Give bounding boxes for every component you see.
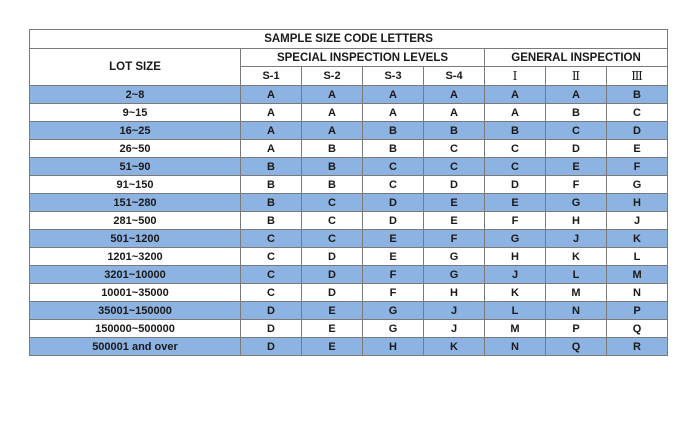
lot-size-cell: 1201~3200 — [30, 248, 241, 266]
code-letter-cell: M — [546, 284, 607, 302]
code-letter-cell: D — [302, 248, 363, 266]
code-letter-cell: L — [546, 266, 607, 284]
code-letter-cell: C — [607, 104, 668, 122]
code-letter-cell: G — [363, 302, 424, 320]
lot-size-header: LOT SIZE — [30, 49, 241, 86]
code-letter-cell: D — [546, 140, 607, 158]
code-letter-cell: K — [424, 338, 485, 356]
code-letter-cell: C — [241, 266, 302, 284]
table-row — [30, 284, 668, 302]
code-letter-cell: J — [546, 230, 607, 248]
lot-size-cell: 10001~35000 — [30, 284, 241, 302]
table-row — [30, 230, 668, 248]
code-letter-cell: E — [424, 194, 485, 212]
level-s3-header: S-3 — [363, 67, 424, 86]
code-letter-cell: D — [424, 176, 485, 194]
code-letter-cell: C — [363, 158, 424, 176]
code-letter-cell: B — [485, 122, 546, 140]
code-letter-cell: C — [485, 140, 546, 158]
table-row — [30, 86, 668, 104]
special-inspection-header: SPECIAL INSPECTION LEVELS — [241, 49, 485, 67]
table-title: SAMPLE SIZE CODE LETTERS — [30, 30, 668, 49]
table-row — [30, 194, 668, 212]
table-row — [30, 302, 668, 320]
lot-size-cell: 501~1200 — [30, 230, 241, 248]
code-letter-cell: D — [241, 338, 302, 356]
code-letter-cell: F — [607, 158, 668, 176]
table-row — [30, 320, 668, 338]
level-ii-header: Ⅱ — [546, 67, 607, 86]
code-letter-cell: D — [607, 122, 668, 140]
code-letter-cell: D — [302, 284, 363, 302]
table-row — [30, 104, 668, 122]
lot-size-cell: 35001~150000 — [30, 302, 241, 320]
code-letter-cell: C — [241, 284, 302, 302]
code-letter-cell: G — [424, 248, 485, 266]
code-letter-cell: A — [241, 104, 302, 122]
code-letter-cell: F — [485, 212, 546, 230]
code-letter-cell: B — [302, 140, 363, 158]
code-letter-cell: B — [302, 176, 363, 194]
code-letter-cell: C — [241, 230, 302, 248]
code-letter-cell: A — [241, 86, 302, 104]
code-letter-cell: A — [302, 104, 363, 122]
code-letter-cell: A — [424, 104, 485, 122]
code-letter-cell: Q — [546, 338, 607, 356]
code-letter-cell: G — [363, 320, 424, 338]
code-letter-cell: B — [546, 104, 607, 122]
code-letter-cell: Q — [607, 320, 668, 338]
table-row — [30, 248, 668, 266]
code-letter-cell: C — [363, 176, 424, 194]
code-letter-cell: G — [607, 176, 668, 194]
code-letter-cell: J — [607, 212, 668, 230]
code-letter-cell: E — [424, 212, 485, 230]
code-letter-cell: E — [302, 338, 363, 356]
code-letter-cell: G — [485, 230, 546, 248]
code-letter-cell: E — [302, 320, 363, 338]
code-letter-cell: E — [363, 248, 424, 266]
code-letter-cell: A — [485, 104, 546, 122]
code-letter-cell: H — [363, 338, 424, 356]
code-letter-cell: D — [363, 194, 424, 212]
lot-size-cell: 26~50 — [30, 140, 241, 158]
level-s4-header: S-4 — [424, 67, 485, 86]
code-letter-cell: M — [485, 320, 546, 338]
code-letter-cell: C — [302, 194, 363, 212]
code-letter-cell: F — [363, 284, 424, 302]
code-letter-cell: L — [485, 302, 546, 320]
code-letter-cell: B — [241, 176, 302, 194]
code-letter-cell: H — [607, 194, 668, 212]
code-letter-cell: E — [546, 158, 607, 176]
code-letter-cell: E — [485, 194, 546, 212]
code-letter-cell: F — [546, 176, 607, 194]
code-letter-cell: D — [241, 320, 302, 338]
code-letter-cell: C — [302, 230, 363, 248]
code-letter-cell: E — [302, 302, 363, 320]
code-letter-cell: A — [302, 86, 363, 104]
lot-size-cell: 9~15 — [30, 104, 241, 122]
table-row — [30, 176, 668, 194]
code-letter-cell: C — [485, 158, 546, 176]
lot-size-cell: 51~90 — [30, 158, 241, 176]
sample-size-code-table — [29, 29, 668, 356]
code-letter-cell: D — [363, 212, 424, 230]
code-letter-cell: D — [241, 302, 302, 320]
code-letter-cell: C — [302, 212, 363, 230]
lot-size-cell: 151~280 — [30, 194, 241, 212]
lot-size-cell: 3201~10000 — [30, 266, 241, 284]
code-letter-cell: M — [607, 266, 668, 284]
code-letter-cell: K — [485, 284, 546, 302]
code-letter-cell: N — [485, 338, 546, 356]
code-letter-cell: B — [363, 122, 424, 140]
code-letter-cell: A — [424, 86, 485, 104]
lot-size-cell: 500001 and over — [30, 338, 241, 356]
table-body — [30, 86, 668, 356]
code-letter-cell: G — [424, 266, 485, 284]
general-inspection-header: GENERAL INSPECTION — [485, 49, 668, 67]
code-letter-cell: H — [546, 212, 607, 230]
table-row — [30, 338, 668, 356]
table-row — [30, 266, 668, 284]
code-letter-cell: A — [241, 140, 302, 158]
level-iii-header: Ⅲ — [607, 67, 668, 86]
code-letter-cell: C — [424, 158, 485, 176]
code-letter-cell: B — [302, 158, 363, 176]
level-i-header: Ⅰ — [485, 67, 546, 86]
code-letter-cell: H — [424, 284, 485, 302]
code-letter-cell: A — [241, 122, 302, 140]
lot-size-cell: 150000~500000 — [30, 320, 241, 338]
lot-size-cell: 2~8 — [30, 86, 241, 104]
lot-size-cell: 281~500 — [30, 212, 241, 230]
table-row — [30, 140, 668, 158]
lot-size-cell: 91~150 — [30, 176, 241, 194]
code-letter-cell: H — [485, 248, 546, 266]
code-letter-cell: A — [546, 86, 607, 104]
code-letter-cell: A — [363, 104, 424, 122]
code-letter-cell: B — [241, 194, 302, 212]
lot-size-cell: 16~25 — [30, 122, 241, 140]
code-letter-cell: A — [302, 122, 363, 140]
code-letter-cell: E — [607, 140, 668, 158]
code-letter-cell: K — [546, 248, 607, 266]
code-letter-cell: B — [424, 122, 485, 140]
code-letter-cell: F — [363, 266, 424, 284]
code-letter-cell: B — [607, 86, 668, 104]
code-letter-cell: E — [363, 230, 424, 248]
code-letter-cell: R — [607, 338, 668, 356]
table-row — [30, 158, 668, 176]
level-s1-header: S-1 — [241, 67, 302, 86]
code-letter-cell: B — [241, 158, 302, 176]
code-letter-cell: B — [363, 140, 424, 158]
code-letter-cell: L — [607, 248, 668, 266]
code-letter-cell: K — [607, 230, 668, 248]
code-letter-cell: C — [546, 122, 607, 140]
code-letter-cell: J — [424, 302, 485, 320]
code-letter-cell: C — [424, 140, 485, 158]
code-letter-cell: A — [363, 86, 424, 104]
code-letter-cell: J — [424, 320, 485, 338]
code-letter-cell: F — [424, 230, 485, 248]
table-row — [30, 122, 668, 140]
code-letter-cell: N — [546, 302, 607, 320]
code-letter-cell: D — [302, 266, 363, 284]
code-letter-cell: N — [607, 284, 668, 302]
code-letter-cell: P — [607, 302, 668, 320]
level-s2-header: S-2 — [302, 67, 363, 86]
code-letter-cell: G — [546, 194, 607, 212]
code-letter-cell: B — [241, 212, 302, 230]
code-letter-cell: C — [241, 248, 302, 266]
code-letter-cell: A — [485, 86, 546, 104]
table-row — [30, 212, 668, 230]
code-letter-cell: P — [546, 320, 607, 338]
code-letter-cell: D — [485, 176, 546, 194]
code-letter-cell: J — [485, 266, 546, 284]
